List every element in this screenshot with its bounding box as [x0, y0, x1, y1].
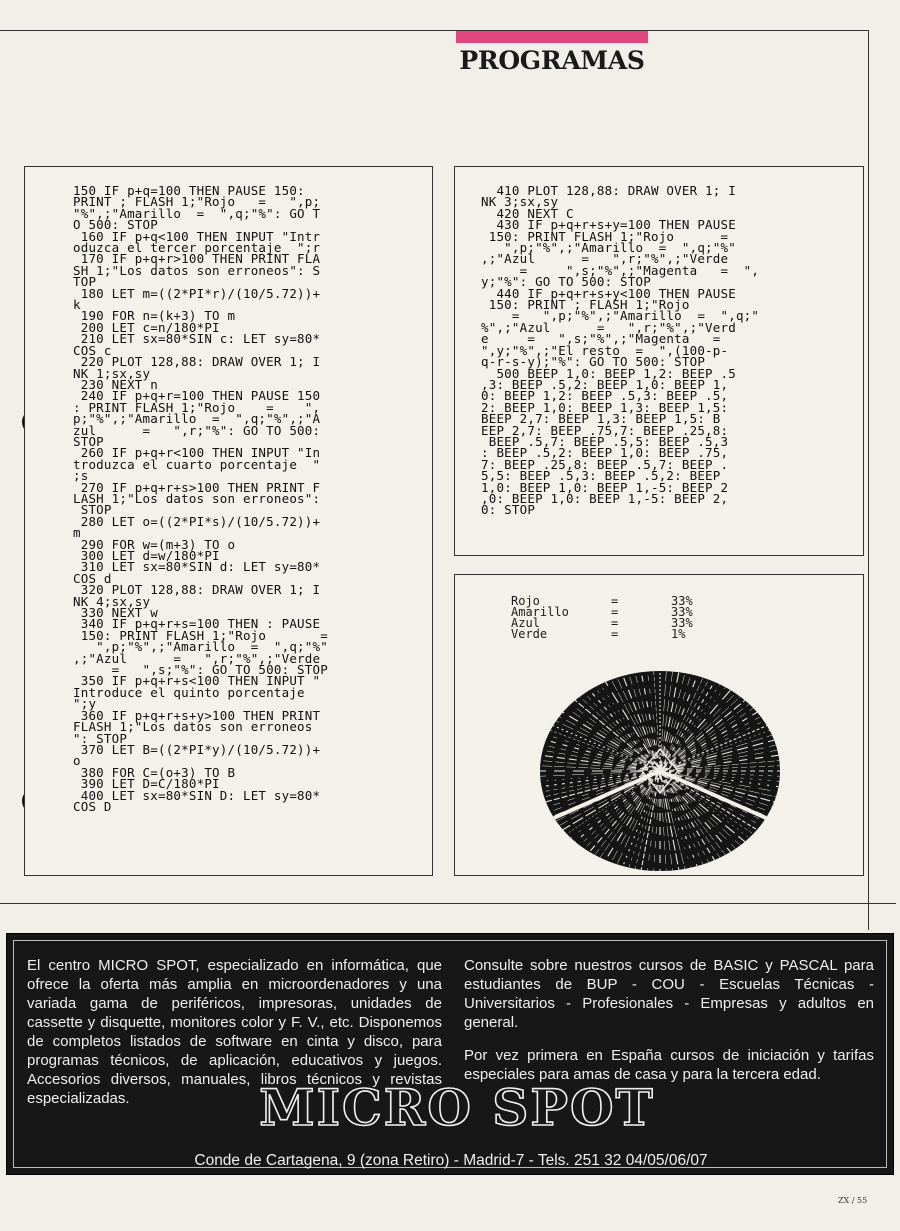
page-frame-top	[0, 30, 868, 31]
legend-name: Amarillo	[511, 605, 569, 619]
page-frame-right	[868, 30, 869, 930]
horizontal-rule	[0, 903, 896, 904]
legend-equals: =	[611, 605, 619, 619]
legend-percent: 33%	[671, 594, 693, 608]
section-title: PROGRAMAS	[459, 46, 645, 75]
ad-right-column	[464, 956, 874, 1084]
ad-left-text: El centro MICRO SPOT, especializado en informática, que ofrece la oferta más amplia en microordenadores y una variada gama de periféricos, impresoras, unidades de cassette y disquette, monitores color y F. V., etc. Disponemos de completos listados de software en cinta y disco, para programas técnicos, de aplicación, educativos y juegos. Accesorios diversos, manuales, libros técnicos y revistas especializadas.	[27, 957, 442, 1107]
legend-equals: =	[611, 594, 619, 608]
legend-percent: 1%	[671, 627, 686, 641]
program-output-screenshot	[454, 574, 864, 876]
program-listing-right	[454, 166, 864, 556]
section-color-bar	[456, 31, 648, 43]
program-listing-left	[24, 166, 433, 876]
legend-name: Azul	[511, 616, 540, 630]
code-block: 410 PLOT 128,88: DRAW OVER 1; I NK 3;sx,sy 420 NEXT C 430 IF p+q+r+s+y=100 THEN PAUSE 150: PRINT FLASH 1;"Rojo = ",p;"%",;"Amarillo = ",q;"%" ,;"Azul = ",r;"%",;"Verde = ",s;"%",;"Magenta = ", y;"%": GO TO 500: STOP 440 IF p+q+r+s+y<100 THEN PAUSE 150: PRINT ; FLASH 1;"Rojo = ",p;"%",;"Amarillo = ",q;" %",;"Azul = ",r;"%",;"Verd e = ",s;"%",;"Magenta = ",y;"%",;"El resto = ",(100-p- q-r-s-y);"%": GO TO 500: STOP 500 BEEP 1,0: BEEP 1,2: BEEP .5 ,3: BEEP .5,2: BEEP 1,0: BEEP 1, 0: BEEP 1,2: BEEP .5,3: BEEP .5, 2: BEEP 1,0: BEEP 1,3: BEEP 1,5: BEEP 2,7: BEEP 1,3: BEEP 1,5: B EEP 2,7: BEEP .75,7: BEEP .25,8: BEEP .5,7: BEEP .5,5: BEEP .5,3 : BEEP .5,2: BEEP 1,0: BEEP .75, 7: BEEP .25,8: BEEP .5,7: BEEP . 5,5: BEEP .5,3: BEEP .5,2: BEEP 1,0: BEEP 1,0: BEEP 1,-5: BEEP 2 ,0: BEEP 1,0: BEEP 1,-5: BEEP 2, 0: STOP	[481, 183, 760, 518]
micro-spot-logo	[259, 1078, 655, 1137]
output-legend	[511, 596, 711, 640]
legend-percent: 33%	[671, 605, 693, 619]
ad-address: Conde de Cartagena, 9 (zona Retiro) - Madrid-7 - Tels. 251 32 04/05/06/07	[194, 1152, 708, 1169]
legend-name: Rojo	[511, 594, 540, 608]
legend-name: Verde	[511, 627, 548, 641]
legend-row	[511, 629, 711, 640]
legend-percent: 33%	[671, 616, 693, 630]
ad-offer-text: Por vez primera en España cursos de iniciación y tarifas especiales para amas de casa y para la tercera edad.	[464, 1047, 874, 1083]
code-block: 150 IF p+q=100 THEN PAUSE 150: PRINT ; FLASH 1;"Rojo = ",p; "%",;"Amarillo = ",q;"%": GO T O 500: STOP 160 IF p+q<100 THEN INPUT "Intr oduzca el tercer porcentaje ";r 170 IF p+q+r>100 THEN PRINT FLA SH 1;"Los datos son erroneos": S TOP 180 LET m=((2*PI*r)/(10/5.72))+ k 190 FOR n=(k+3) TO m 200 LET c=n/180*PI 210 LET sx=80*SIN c: LET sy=80* COS c 220 PLOT 128,88: DRAW OVER 1; I NK 1;sx,sy 230 NEXT n 240 IF p+q+r=100 THEN PAUSE 150 : PRINT FLASH 1;"Rojo = ", p;"%",;"Amarillo = ",q;"%",;"A zul = ",r;"%": GO TO 500: STOP 260 IF p+q+r<100 THEN INPUT "In troduzca el cuarto porcentaje " ;s 270 IF p+q+r+s>100 THEN PRINT F LASH 1;"Los datos son erroneos": STOP 280 LET o=((2*PI*s)/(10/5.72))+ m 290 FOR w=(m+3) TO o 300 LET d=w/180*PI 310 LET sx=80*SIN d: LET sy=80* COS d 320 PLOT 128,88: DRAW OVER 1; I NK 4;sx,sy 330 NEXT w 340 IF p+q+r+s=100 THEN : PAUSE 150: PRINT FLASH 1;"Rojo = ",p;"%",;"Amarillo = ",q;"%" ,;"Azul = ",r;"%",;"Verde = ",s;"%": GO TO 500: STOP 350 IF p+q+r+s<100 THEN INPUT " Introduce el quinto porcentaje ";y 360 IF p+q+r+s+y>100 THEN PRINT FLASH 1;"Los datos son erroneos ": STOP 370 LET B=((2*PI*y)/(10/5.72))+ o 380 FOR C=(o+3) TO B 390 LET D=C/180*PI 400 LET sx=80*SIN D: LET sy=80* COS D	[73, 183, 328, 814]
svg-text:MICRO SPOT: MICRO SPOT	[259, 1078, 655, 1137]
ad-courses-text: Consulte sobre nuestros cursos de BASIC y PASCAL para estudiantes de BUP - COU - Escuelas Técnicas - Universitarios - Profesionales - Empresas y adultos en general.	[464, 957, 874, 1031]
page-folio: ZX / 55	[838, 1196, 868, 1205]
legend-equals: =	[611, 627, 619, 641]
legend-equals: =	[611, 616, 619, 630]
advertisement-micro-spot	[6, 933, 894, 1175]
